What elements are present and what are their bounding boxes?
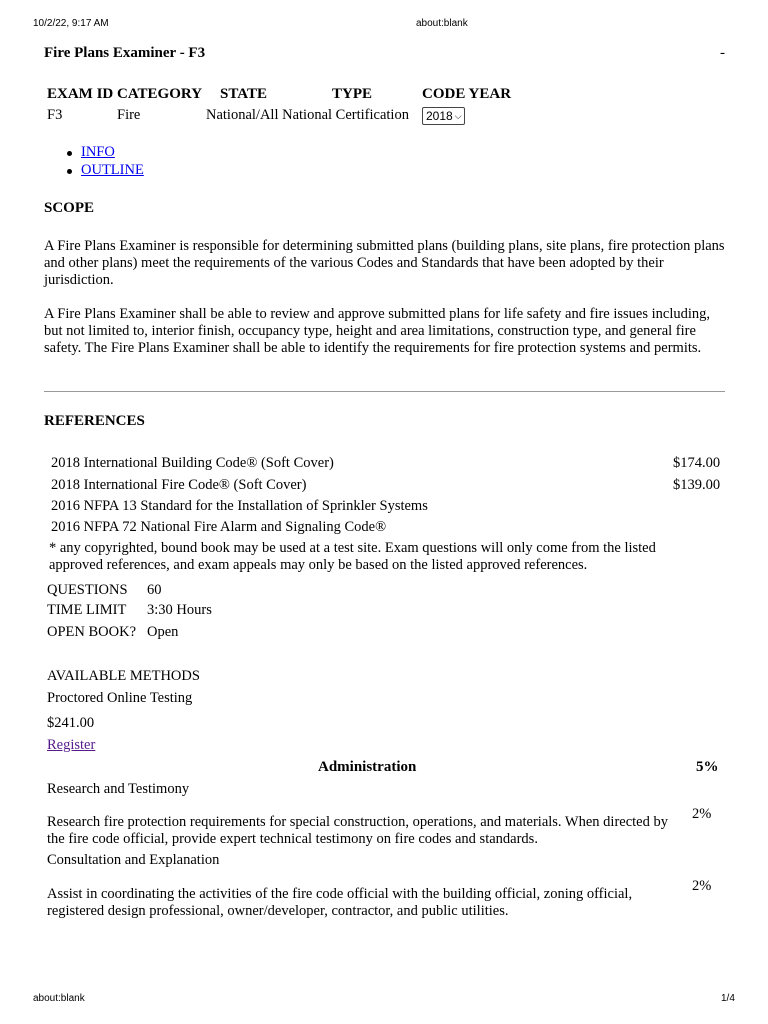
col-header-type: TYPE [332,86,373,102]
col-header-category: CATEGORY [117,86,203,102]
chevron-down-icon: ⌵ [454,111,462,121]
references-heading: REFERENCES [44,413,145,429]
tab-outline [65,162,144,180]
category-value: Fire [117,107,141,123]
outline-item-description: Research fire protection requirements for special construction, operations, and materials. When directed by the fire code official, provide expert technical testimony on fire codes and standards. [47,814,668,847]
print-page-title: about:blank [416,18,468,29]
exam-id-value: F3 [47,107,63,123]
code-year-selected: 2018 [426,109,453,123]
reference-item: 2016 NFPA 13 Standard for the Installation of Sprinkler Systems [51,498,428,514]
outline-item-title: Research and Testimony [47,781,190,797]
tab-info [65,144,144,162]
references-note: * any copyrighted, bound book may be used at a test site. Exam questions will only come from the listed approved references, and exam appeals may only be based on the listed approved references. [49,540,656,573]
reference-item: 2016 NFPA 72 National Fire Alarm and Signaling Code® [51,519,387,535]
outline-section-title: Administration [318,759,417,775]
tab-outline-link[interactable]: OUTLINE [81,162,144,178]
reference-item: 2018 International Building Code® (Soft Cover) [51,455,334,471]
col-header-exam-id: EXAM ID [47,86,114,102]
scope-heading: SCOPE [44,200,95,216]
col-header-code-year: CODE YEAR [422,86,512,102]
section-tabs [65,144,144,180]
section-divider [44,391,725,392]
register-link[interactable]: Register [47,737,96,753]
questions-value: 60 [147,582,162,598]
open-book-label: OPEN BOOK? [47,624,137,640]
col-header-state: STATE [220,86,267,102]
reference-item: 2018 International Fire Code® (Soft Cover) [51,477,307,493]
outline-section-percent: 5% [696,759,719,775]
state-type-value: National/All National Certification [206,107,409,123]
scope-paragraph-2: A Fire Plans Examiner shall be able to review and approve submitted plans for life safety and fire issues including, but not limited to, interior finish, occupancy type, height and area limitations, construction type, and general fire safety. The Fire Plans Examiner shall be able to identify the requirements for fire protection systems and permits. [44,306,711,356]
print-page-number: 1/4 [721,993,735,1004]
outline-item-percent: 2% [692,806,712,822]
outline-item-description: Assist in coordinating the activities of the fire code official with the building official, zoning official, registered design professional, owner/developer, contractor, and public utilities. [47,886,633,919]
time-limit-value: 3:30 Hours [147,602,212,618]
outline-item-title: Consultation and Explanation [47,852,220,868]
method-price: $241.00 [47,715,95,731]
print-timestamp: 10/2/22, 9:17 AM [33,18,109,29]
scope-paragraph-1: A Fire Plans Examiner is responsible for determining submitted plans (building plans, site plans, fire protection plans and other plans) meet the requirements of the various Codes and Standards that have been adopted by their jurisdiction. [44,238,725,288]
time-limit-label: TIME LIMIT [47,602,127,618]
questions-label: QUESTIONS [47,582,128,598]
code-year-select[interactable] [422,107,465,125]
methods-heading: AVAILABLE METHODS [47,668,200,684]
page-title: Fire Plans Examiner - F3 [44,45,206,61]
tab-info-link[interactable]: INFO [81,144,115,160]
reference-price: $174.00 [673,455,721,471]
print-footer-url: about:blank [33,993,85,1004]
method-name: Proctored Online Testing [47,690,193,706]
reference-price: $139.00 [673,477,721,493]
title-dash: - [720,45,725,61]
outline-item-percent: 2% [692,878,712,894]
open-book-value: Open [147,624,179,640]
